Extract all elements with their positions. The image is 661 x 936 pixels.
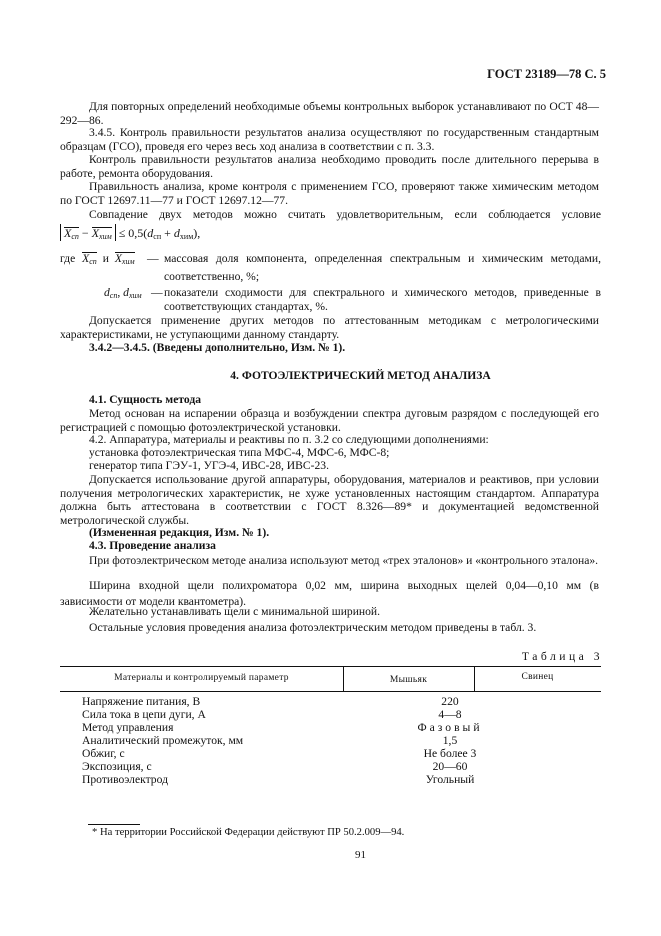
paragraph: Допускается применение других методов по аттестованным методикам с метрологическими характеристиками, не уступающими данному стандарту. (60, 314, 599, 341)
list-item: установка фотоэлектрическая типа МФС-4, МФС-6, МФС-8; (89, 446, 390, 459)
table-cell-param: Противоэлектрод (82, 773, 168, 786)
formula: $X_{сп} - X_{хим} \le 0,5(d_{сп} + d_{хим})$, (60, 224, 200, 241)
table-cell-value: Угольный (425, 773, 475, 786)
document-code: ГОСТ 23189—78 С. 5 (487, 67, 606, 81)
table-header-param: Материалы и контролируемый параметр (114, 673, 289, 683)
paragraph: Метод основан на испарении образца и возбуждении спектра дуговым разрядом с последующей его регистрацией с помощью фотоэлектрической установки. (60, 407, 599, 434)
table-cell-param: Метод управления (82, 721, 174, 734)
paragraph: При фотоэлектрическом методе анализа используют метод «трех эталонов» и «контрольного эталона». (89, 554, 599, 567)
where-row-1: где $X_{сп}$ и $X_{хим}$ (60, 252, 135, 266)
section-title: 4. ФОТОЭЛЕКТРИЧЕСКИЙ МЕТОД АНАЛИЗА (230, 369, 491, 382)
where-desc-2b: соответствующих стандартах, %. (164, 300, 328, 313)
paragraph: 3.4.5. Контроль правильности результатов анализа осуществляют по государственным стандартным образцам (ГСО), проведя его через весь ход анализа в соответствии с п. 3.3. (60, 126, 599, 153)
table-cell-value: Фазовый (417, 721, 483, 734)
table (60, 666, 601, 791)
paragraph: Правильность анализа, кроме контроля с применением ГСО, проверяют также химическим методом по ГОСТ 12697.11—77 и ГОСТ 12697.12—77. (60, 180, 599, 207)
where-desc-1b: соответственно, %; (164, 270, 260, 283)
formula-x-sp: $X_{сп}$ (64, 226, 79, 241)
subsection-heading: 4.1. Сущность метода (89, 393, 202, 406)
paragraph: 4.2. Аппаратура, материалы и реактивы по п. 3.2 со следующими дополнениями: (89, 433, 489, 446)
table-cell-value: 1,5 (442, 734, 458, 747)
table-cell-param: Сила тока в цепи дуги, А (82, 708, 206, 721)
table-header-rule (60, 691, 601, 692)
table-cell-param: Напряжение питания, В (82, 695, 201, 708)
paragraph: Контроль правильности результатов анализа необходимо проводить после длительного перерыва в работе, ремонта оборудования. (60, 153, 599, 180)
table-cell-value: 4—8 (438, 708, 462, 721)
table-cell-param: Экспозиция, с (82, 760, 152, 773)
table-cell-param: Аналитический промежуток, мм (82, 734, 244, 747)
where-dash-1: — (147, 252, 159, 265)
where-desc-1: массовая доля компонента, определенная спектральным и химическим методами, (164, 252, 601, 265)
table-caption: Таблица 3 (521, 650, 603, 663)
table-header-lead: Свинец (521, 672, 554, 682)
table-cell-value: 20—60 (432, 760, 468, 773)
paragraph: Остальные условия проведения анализа фотоэлектрическим методом приведены в табл. 3. (89, 621, 537, 634)
amendment-note: (Измененная редакция, Изм. № 1). (89, 526, 270, 539)
table-header-arsenic: Мышьяк (389, 675, 428, 685)
where-dash-2: — (151, 286, 163, 299)
paragraph: Для повторных определений необходимые объемы контрольных выборок устанавливают по ОСТ 48—292—86. (60, 100, 599, 127)
table-cell-param: Обжиг, с (82, 747, 125, 760)
paragraph: Допускается использование другой аппаратуры, оборудования, материалов и реактивов, при условии получения метрологических характеристик, не хуже установленных настоящим стандартом. Аппаратура должна быть аттестована в соответствии с ГОСТ 8.326—89* и документацией ведомственной метрологической службы. (60, 473, 599, 527)
paragraph: Совпадение двух методов можно считать удовлетворительным, если соблюдается условие (89, 208, 601, 221)
page-number: 91 (355, 849, 366, 861)
subsection-heading: 4.3. Проведение анализа (89, 539, 216, 552)
where-desc-2: показатели сходимости для спектрального и химического методов, приведенные в (164, 286, 601, 299)
table-top-rule (60, 666, 601, 667)
list-item: генератор типа ГЭУ-1, УГЭ-4, ИВС-28, ИВС-23. (89, 459, 329, 472)
where-row-2: $d_{сп}$, $d_{хим}$ (104, 286, 142, 300)
footnote: * На территории Российской Федерации действуют ПР 50.2.009—94. (92, 827, 405, 838)
formula-x-xim: $X_{хим}$ (91, 226, 112, 241)
paragraph: Ширина входной щели полихроматора 0,02 мм, ширина выходных щелей 0,04—0,10 мм (в зависимости от модели квантометра). (60, 579, 599, 608)
table-cell-value: Не более 3 (423, 747, 477, 760)
paragraph: Желательно устанавливать щели с минимальной шириной. (89, 605, 381, 618)
footnote-rule (88, 824, 140, 825)
table-cell-value: 220 (441, 695, 459, 708)
amendment-note: 3.4.2—3.4.5. (Введены дополнительно, Изм. № 1). (89, 341, 346, 354)
